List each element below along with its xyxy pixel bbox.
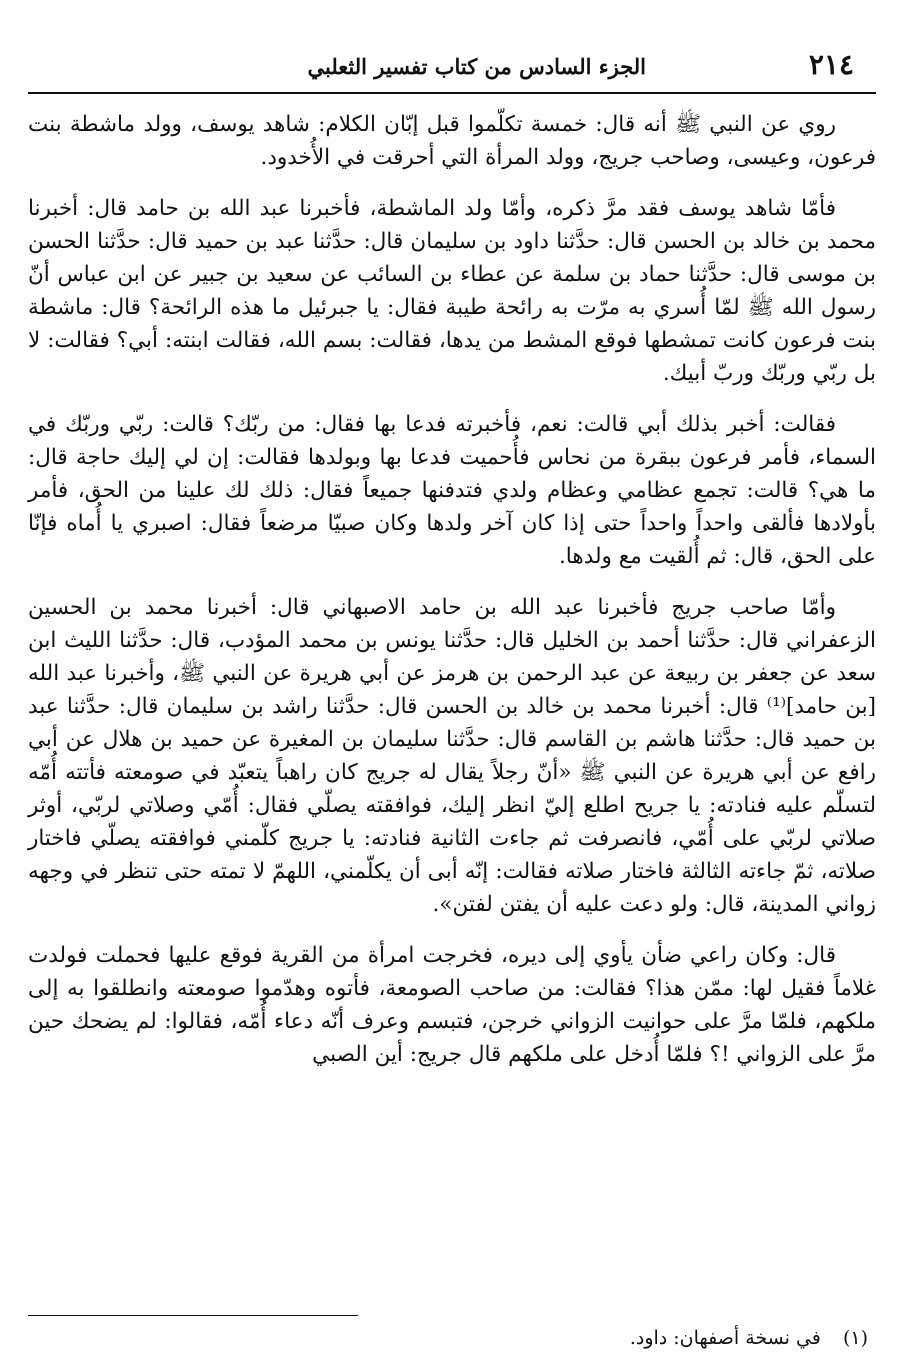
paragraph-5: قال: وكان راعي ضأن يأوي إلى ديره، فخرجت امرأة من القرية فوقع عليها فحملت فولدت غلاماً فقيل لها: ممّن هذا؟ فقالت: من صاحب الصومعة، فأتوه وهدّموا صومعته وانطلقوا به إلى ملكهم، فلمّا مرَّ على حوانيت الزواني خرجن، فتبسم وعرف أنّه دعاء أُمّه، فقالوا: لم يضحك حين مرَّ على الزواني !؟ فلمّا أُدخل على ملكهم قال جريج: أين الصبي xyxy=(28,943,876,1067)
footnote-text: في نسخة أصفهان: داود. xyxy=(629,1327,821,1349)
running-header xyxy=(28,42,876,94)
footnote-number: (١) xyxy=(842,1327,868,1349)
paragraph-3: فقالت: أخبر بذلك أبي قالت: نعم، فأخبرته فدعا بها فقال: من ربّك؟ قالت: ربّي وربّك في السماء، فأمر فرعون ببقرة من نحاس فأُحميت فدعا بها وبولدها فقالت: إن لي إليك حاجة قال: ما هي؟ قالت: تجمع عظامي وعظام ولدي فتدفنها جميعاً فقال: ذلك لك علينا من الحق، فأمر بأولادها فألقى واحداً واحداً حتى إذا كان آخر ولدها وكان صبيّا مرضعاً فقال: اصبري يا أُماه فإنّا على الحق، قال: ثم أُلقيت مع ولدها. xyxy=(28,412,876,569)
footnote-separator xyxy=(28,1315,358,1316)
paragraph-4: وأمّا صاحب جريج فأخبرنا عبد الله بن حامد الاصبهاني قال: أخبرنا محمد بن الحسين الزعفراني قال: حدَّثنا أحمد بن الخليل قال: حدَّثنا يونس بن محمد المؤدب، قال: حدَّثنا الليث ابن سعد عن جعفر بن ربيعة عن عبد الرحمن بن هرمز عن أبي هريرة عن النبي ﷺ، وأخبرنا عبد الله [بن حامد]⁽¹⁾ قال: أخبرنا محمد بن خالد بن الحسن قال: حدَّثنا راشد بن سليمان قال: حدَّثنا عبد بن حميد قال: حدَّثنا هاشم بن القاسم قال: حدَّثنا سليمان بن المغيرة عن حميد بن هلال عن أبي رافع عن أبي هريرة عن النبي ﷺ «أنّ رجلاً يقال له جريج كان راهباً يتعبّد في صومعته فأتته أُمّه لتسلّم عليه فنادته: يا جريح اطلع إليّ انظر إليك، فوافقته يصلّي فقال: أُمّي وصلاتي لربّي، أوثر صلاتي لربّي على أُمّي، فانصرفت ثم جاءت الثانية فنادته: يا جريج كلّمني فوافقته يصلّي فاختار صلاته، ثمّ جاءته الثالثة فاختار صلاته فقالت: إنّه أبى أن يكلّمني، اللهمّ لا تمته حتى تنظر في وجهه زواني المدينة، قال: ولو دعت عليه أن يفتن لفتن». xyxy=(28,595,876,917)
page-number: ٢١٤ xyxy=(808,48,854,81)
running-title: الجزء السادس من كتاب تفسير الثعلبي xyxy=(307,54,646,79)
main-text xyxy=(28,108,876,1071)
paragraph-1: روي عن النبي ﷺ أنه قال: خمسة تكلّموا قبل إبّان الكلام: شاهد يوسف، وولد ماشطة بنت فرعون، وعيسى، وصاحب جريج، وولد المرأة التي أحرقت في الأُخدود. xyxy=(28,112,876,170)
footnote xyxy=(630,1325,868,1351)
paragraph-2: فأمّا شاهد يوسف فقد مرَّ ذكره، وأمّا ولد الماشطة، فأخبرنا عبد الله بن حامد قال: أخبرنا محمد بن خالد بن الحسن قال: حدَّثنا داود بن سليمان قال: حدَّثنا عبد بن حميد قال: حدَّثنا الحسن بن موسى قال: حدَّثنا حماد بن سلمة عن عطاء بن السائب عن سعيد بن جبير عن ابن عباس أنّ رسول الله ﷺ لمّا أُسري به مرّت به رائحة طيبة فقال: يا جبرئيل ما هذه الرائحة؟ قال: ماشطة بنت فرعون كانت تمشطها فوقع المشط من يدها، فقالت: بسم الله، فقالت ابنته: أبي؟ فقالت: لا بل ربّي وربّك وربّ أبيك. xyxy=(28,196,876,386)
book-page xyxy=(28,42,876,1349)
